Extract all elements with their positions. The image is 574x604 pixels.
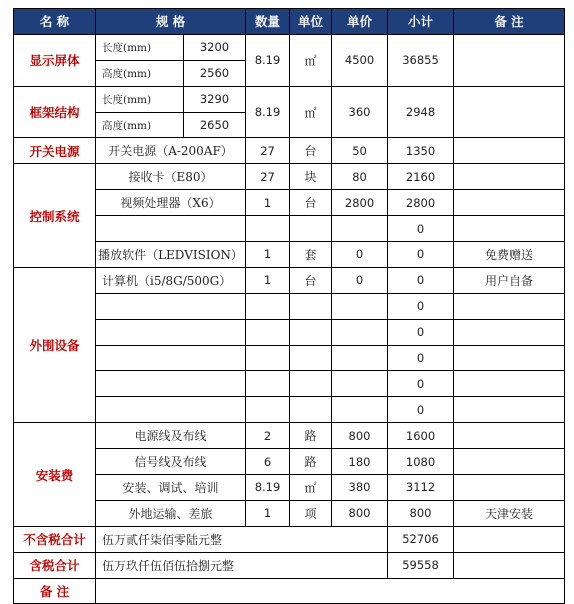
taxed-words: 伍万玖仟伍佰伍拾捌元整 bbox=[96, 552, 388, 578]
display-subtotal: 36855 bbox=[388, 34, 454, 86]
control-remark bbox=[454, 216, 565, 242]
peripheral-subtotal: 0 bbox=[388, 293, 454, 319]
install-unit: 路 bbox=[290, 423, 332, 449]
install-remark bbox=[454, 449, 565, 475]
peripheral-spec bbox=[96, 319, 246, 345]
install-spec: 安装、调试、培训 bbox=[96, 475, 246, 501]
control-row bbox=[14, 216, 565, 242]
frame-remark bbox=[454, 86, 565, 138]
category-power: 开关电源 bbox=[14, 138, 96, 164]
peripheral-row bbox=[14, 397, 565, 423]
frame-price: 360 bbox=[332, 86, 388, 138]
category-control: 控制系统 bbox=[14, 164, 96, 268]
peripheral-remark bbox=[454, 345, 565, 371]
peripheral-remark: 用户自备 bbox=[454, 267, 565, 293]
control-spec: 视频处理器（X6） bbox=[96, 190, 246, 216]
taxed-total: 59558 bbox=[388, 552, 454, 578]
frame-row-length bbox=[14, 86, 565, 112]
install-qty: 1 bbox=[246, 500, 290, 526]
peripheral-row bbox=[14, 293, 565, 319]
power-subtotal: 1350 bbox=[388, 138, 454, 164]
control-price: 0 bbox=[332, 242, 388, 268]
peripheral-section bbox=[14, 267, 565, 422]
peripheral-row bbox=[14, 345, 565, 371]
footer-remark bbox=[96, 578, 565, 604]
frame-length-value: 3290 bbox=[184, 86, 246, 112]
frame-length-label: 长度(mm) bbox=[96, 86, 184, 112]
frame-subtotal: 2948 bbox=[388, 86, 454, 138]
peripheral-qty: 1 bbox=[246, 267, 290, 293]
footer-row bbox=[14, 578, 565, 604]
install-row bbox=[14, 423, 565, 449]
display-length-label: 长度(mm) bbox=[96, 34, 184, 60]
peripheral-spec bbox=[96, 293, 246, 319]
header-row bbox=[14, 9, 565, 35]
control-spec: 接收卡（E80） bbox=[96, 164, 246, 190]
install-price: 800 bbox=[332, 423, 388, 449]
peripheral-remark bbox=[454, 371, 565, 397]
install-subtotal: 3112 bbox=[388, 475, 454, 501]
control-unit bbox=[290, 216, 332, 242]
header-qty: 数量 bbox=[246, 9, 290, 35]
display-unit: ㎡ bbox=[290, 34, 332, 86]
control-section bbox=[14, 164, 565, 268]
category-frame: 框架结构 bbox=[14, 86, 96, 138]
peripheral-subtotal: 0 bbox=[388, 267, 454, 293]
header-remark: 备 注 bbox=[454, 9, 565, 35]
peripheral-qty bbox=[246, 293, 290, 319]
header-subtotal: 小计 bbox=[388, 9, 454, 35]
control-subtotal: 2160 bbox=[388, 164, 454, 190]
install-qty: 6 bbox=[246, 449, 290, 475]
pretax-words: 伍万贰仟柒佰零陆元整 bbox=[96, 526, 388, 552]
install-spec: 外地运输、差旅 bbox=[96, 500, 246, 526]
install-subtotal: 1600 bbox=[388, 423, 454, 449]
control-price: 2800 bbox=[332, 190, 388, 216]
display-price: 4500 bbox=[332, 34, 388, 86]
control-qty: 1 bbox=[246, 190, 290, 216]
control-price: 80 bbox=[332, 164, 388, 190]
power-price: 50 bbox=[332, 138, 388, 164]
control-qty bbox=[246, 216, 290, 242]
install-section bbox=[14, 423, 565, 527]
peripheral-unit bbox=[290, 293, 332, 319]
pretax-remark bbox=[454, 526, 565, 552]
peripheral-remark bbox=[454, 397, 565, 423]
power-qty: 27 bbox=[246, 138, 290, 164]
peripheral-spec bbox=[96, 371, 246, 397]
control-subtotal: 2800 bbox=[388, 190, 454, 216]
control-subtotal: 0 bbox=[388, 216, 454, 242]
footer-label: 备 注 bbox=[14, 578, 96, 604]
display-qty: 8.19 bbox=[246, 34, 290, 86]
install-subtotal: 1080 bbox=[388, 449, 454, 475]
peripheral-subtotal: 0 bbox=[388, 319, 454, 345]
control-row bbox=[14, 190, 565, 216]
install-unit: ㎡ bbox=[290, 475, 332, 501]
peripheral-remark bbox=[454, 293, 565, 319]
control-unit: 块 bbox=[290, 164, 332, 190]
peripheral-unit bbox=[290, 371, 332, 397]
peripheral-qty bbox=[246, 397, 290, 423]
control-unit: 台 bbox=[290, 190, 332, 216]
quotation-table bbox=[13, 8, 565, 604]
display-height-value: 2560 bbox=[184, 60, 246, 86]
peripheral-remark bbox=[454, 319, 565, 345]
taxed-remark bbox=[454, 552, 565, 578]
peripheral-qty bbox=[246, 319, 290, 345]
install-subtotal: 800 bbox=[388, 500, 454, 526]
peripheral-price bbox=[332, 371, 388, 397]
install-unit: 项 bbox=[290, 500, 332, 526]
display-row-length bbox=[14, 34, 565, 60]
control-remark bbox=[454, 190, 565, 216]
install-price: 800 bbox=[332, 500, 388, 526]
display-length-value: 3200 bbox=[184, 34, 246, 60]
control-subtotal: 0 bbox=[388, 242, 454, 268]
install-remark bbox=[454, 423, 565, 449]
peripheral-row bbox=[14, 319, 565, 345]
install-spec: 信号线及布线 bbox=[96, 449, 246, 475]
install-row bbox=[14, 500, 565, 526]
power-row bbox=[14, 138, 565, 164]
install-price: 180 bbox=[332, 449, 388, 475]
peripheral-unit bbox=[290, 319, 332, 345]
frame-unit: ㎡ bbox=[290, 86, 332, 138]
header-unit: 单位 bbox=[290, 9, 332, 35]
install-spec: 电源线及布线 bbox=[96, 423, 246, 449]
control-remark bbox=[454, 164, 565, 190]
control-unit: 套 bbox=[290, 242, 332, 268]
frame-qty: 8.19 bbox=[246, 86, 290, 138]
install-unit: 路 bbox=[290, 449, 332, 475]
pretax-label: 不含税合计 bbox=[14, 526, 96, 552]
control-spec bbox=[96, 216, 246, 242]
install-remark bbox=[454, 475, 565, 501]
category-install: 安装费 bbox=[14, 423, 96, 527]
control-spec: 播放软件（LEDVISION） bbox=[96, 242, 246, 268]
peripheral-price bbox=[332, 345, 388, 371]
control-remark: 免费赠送 bbox=[454, 242, 565, 268]
control-row bbox=[14, 242, 565, 268]
peripheral-price: 0 bbox=[332, 267, 388, 293]
install-remark: 天津安装 bbox=[454, 500, 565, 526]
install-qty: 2 bbox=[246, 423, 290, 449]
peripheral-spec bbox=[96, 397, 246, 423]
peripheral-subtotal: 0 bbox=[388, 397, 454, 423]
peripheral-price bbox=[332, 397, 388, 423]
control-qty: 27 bbox=[246, 164, 290, 190]
peripheral-row bbox=[14, 371, 565, 397]
peripheral-spec bbox=[96, 345, 246, 371]
control-row bbox=[14, 164, 565, 190]
control-qty: 1 bbox=[246, 242, 290, 268]
peripheral-unit: 台 bbox=[290, 267, 332, 293]
frame-height-value: 2650 bbox=[184, 112, 246, 138]
install-row bbox=[14, 449, 565, 475]
category-display: 显示屏体 bbox=[14, 34, 96, 86]
header-spec: 规 格 bbox=[96, 9, 246, 35]
install-qty: 8.19 bbox=[246, 475, 290, 501]
peripheral-qty bbox=[246, 371, 290, 397]
frame-height-label: 高度(mm) bbox=[96, 112, 184, 138]
display-height-label: 高度(mm) bbox=[96, 60, 184, 86]
power-spec: 开关电源（A-200AF） bbox=[96, 138, 246, 164]
peripheral-subtotal: 0 bbox=[388, 345, 454, 371]
power-unit: 台 bbox=[290, 138, 332, 164]
peripheral-qty bbox=[246, 345, 290, 371]
peripheral-spec: 计算机（i5/8G/500G） bbox=[96, 267, 246, 293]
peripheral-unit bbox=[290, 397, 332, 423]
header-name: 名 称 bbox=[14, 9, 96, 35]
install-row bbox=[14, 475, 565, 501]
peripheral-subtotal: 0 bbox=[388, 371, 454, 397]
pretax-total-row bbox=[14, 526, 565, 552]
taxed-total-row bbox=[14, 552, 565, 578]
power-remark bbox=[454, 138, 565, 164]
display-remark bbox=[454, 34, 565, 86]
header-price: 单价 bbox=[332, 9, 388, 35]
peripheral-row bbox=[14, 267, 565, 293]
peripheral-price bbox=[332, 319, 388, 345]
pretax-total: 52706 bbox=[388, 526, 454, 552]
taxed-label: 含税合计 bbox=[14, 552, 96, 578]
peripheral-unit bbox=[290, 345, 332, 371]
category-peripheral: 外围设备 bbox=[14, 267, 96, 422]
peripheral-price bbox=[332, 293, 388, 319]
control-price bbox=[332, 216, 388, 242]
install-price: 380 bbox=[332, 475, 388, 501]
